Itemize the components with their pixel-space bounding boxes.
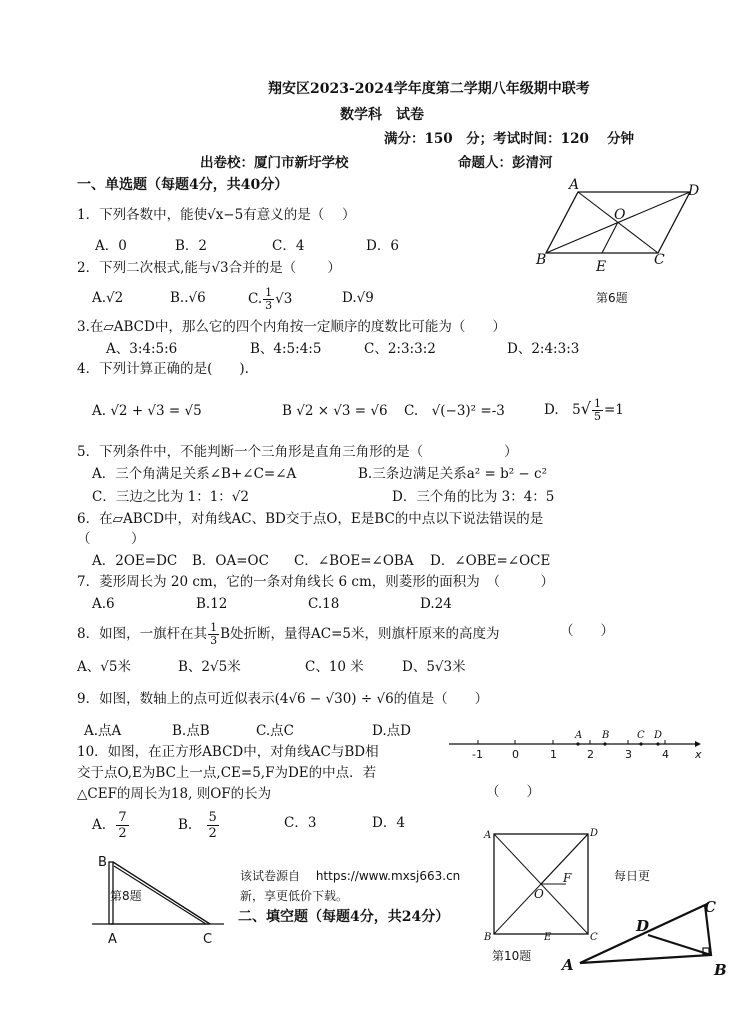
- author-line: 命题人：彭清河: [458, 155, 553, 171]
- fig6-label-a: A: [569, 177, 580, 193]
- fig10-label-f: F: [563, 871, 572, 885]
- number-line-figure: [445, 728, 705, 768]
- fig8-label-b: B: [98, 855, 107, 870]
- point-d-dot: [656, 742, 659, 745]
- fig10-label-c: C: [590, 932, 598, 943]
- q9-option-a: A.点A: [84, 723, 122, 739]
- q4-option-d-suffix: =1: [603, 402, 624, 418]
- q8-fraction: [208, 622, 219, 647]
- q9-option-b: B.点B: [172, 723, 210, 739]
- q3-option-c: C、2:3:3:2: [364, 341, 436, 357]
- school-line: 出卷校：厦门市新圩学校: [200, 155, 349, 171]
- q9-stem: 9．如图，数轴上的点可近似表示(4√6 − √30) ÷ √6的值是（ ）: [77, 691, 489, 707]
- q2-option-c: [248, 287, 292, 312]
- q6-option-c: C．∠BOE=∠OBA: [294, 553, 414, 569]
- q3-option-d: D、2:4:3:3: [507, 341, 580, 357]
- triangle-label-c: C: [704, 898, 716, 916]
- q2-option-b: B..√6: [170, 290, 206, 306]
- q10-a-num: 7: [118, 810, 127, 825]
- q7-stem: 7．菱形周长为 20 cm，它的一条对角线长 6 cm，则菱形的面积为 （ ）: [77, 574, 554, 590]
- fig8-caption: 第8题: [110, 889, 142, 903]
- fig6-label-e: E: [596, 259, 607, 275]
- q3-stem: 3.在▱ABCD中，那么它的四个内角按一定顺序的度数比可能为（ ）: [77, 319, 506, 335]
- q1-option-d: D．6: [366, 238, 399, 254]
- q1-option-a: A．0: [95, 238, 127, 254]
- q5-option-c: C．三边之比为 1：1：√2: [92, 489, 249, 505]
- q2-option-c-fraction: [263, 287, 274, 312]
- q2-option-a: A.√2: [92, 290, 124, 306]
- section2-heading: 二、填空题（每题4分，共24分）: [238, 909, 450, 925]
- watermark-line1: 该试卷源自 https://www.mxsj663.cn: [240, 869, 461, 883]
- q1-option-b: B．2: [175, 238, 208, 254]
- q8-stem: [77, 622, 500, 647]
- q4-option-a: A. √2 + √3 = √5: [92, 403, 202, 419]
- q5-option-a: A．三个角满足关系∠B+∠C=∠A: [92, 466, 297, 482]
- q2-option-c-root: √3: [275, 291, 293, 307]
- q4-root-sign: √: [580, 399, 591, 418]
- tick-label-1: 1: [550, 748, 557, 761]
- fig10-caption: 第10题: [492, 949, 532, 963]
- q10-a-den: 2: [118, 826, 127, 841]
- q3-option-a: A、3:4:5:6: [106, 341, 178, 357]
- q6-option-a: A．2OE=DC: [92, 553, 178, 569]
- tick-label-4: 4: [662, 748, 669, 761]
- q2-stem: 2．下列二次根式,能与√3合并的是（ ）: [77, 260, 341, 276]
- q10-option-b: [178, 810, 220, 841]
- subject-line: 数学科 试卷: [340, 107, 424, 123]
- q10-option-a-letter: A.: [92, 817, 107, 833]
- watermark-line2: 新，享更低价下载。: [240, 889, 349, 903]
- q10-b-num: 5: [208, 810, 217, 825]
- q6-stem: 6．在▱ABCD中，对角线AC、BD交于点O，E是BC的中点以下说法错误的是: [77, 511, 544, 527]
- fig6-label-d: D: [688, 183, 700, 199]
- q7-option-c: C.18: [308, 596, 340, 612]
- q2-frac-den: 3: [265, 299, 273, 312]
- q4-option-d-fraction: [592, 398, 603, 423]
- q10-paren: （ ）: [486, 784, 540, 800]
- triangle-label-d: D: [636, 917, 650, 935]
- tick-label-3: 3: [625, 748, 632, 761]
- fig6-caption: 第6题: [596, 291, 628, 305]
- q10-option-b-fraction: [207, 810, 219, 841]
- fig10-label-a: A: [484, 830, 492, 841]
- q7-option-b: B.12: [196, 596, 228, 612]
- q6-option-b: B．OA=OC: [192, 553, 269, 569]
- q4-option-b: B √2 × √3 = √6: [282, 403, 388, 419]
- q2-option-c-letter: C.: [248, 291, 263, 307]
- q5-option-b: B.三条边满足关系a² = b² − c²: [358, 466, 547, 482]
- fig8-label-a: A: [108, 932, 117, 947]
- point-b-dot: [603, 742, 606, 745]
- tick-label-2: 2: [587, 748, 594, 761]
- tick-label-0: 0: [512, 748, 519, 761]
- q1-option-c: C．4: [272, 238, 305, 254]
- q8-option-a: A、√5米: [77, 659, 131, 675]
- tick-label-neg1: -1: [472, 748, 483, 761]
- q9-option-d: D.点D: [372, 723, 411, 739]
- fig10-label-d: D: [590, 828, 598, 839]
- q8-frac-den: 3: [210, 634, 218, 647]
- figure-triangle: [558, 895, 728, 985]
- axis-label-x: x: [695, 748, 702, 761]
- q10-option-d: D．4: [372, 815, 405, 831]
- triangle-label-a: A: [562, 956, 574, 974]
- point-a-dot: [576, 742, 579, 745]
- fig6-label-o: O: [614, 207, 626, 223]
- q10-option-b-letter: B.: [178, 817, 193, 833]
- q2-option-d: D.√9: [342, 290, 374, 306]
- point-c-label: C: [637, 730, 645, 741]
- fig10-label-o: O: [534, 887, 544, 901]
- q4-option-c: C. √(−3)² =-3: [404, 403, 505, 419]
- section1-heading: 一、单选题（每题4分，共40分）: [77, 177, 289, 193]
- fig6-label-c: C: [654, 252, 665, 268]
- q3-option-b: B、4:5:4:5: [250, 341, 322, 357]
- q6-paren: （ ）: [77, 531, 145, 547]
- q8-option-b: B、2√5米: [178, 659, 241, 675]
- fig10-label-e: E: [544, 932, 552, 943]
- q7-option-a: A.6: [92, 596, 115, 612]
- q4-frac-num: 1: [593, 397, 601, 410]
- q8-option-d: D、5√3米: [402, 659, 466, 675]
- q4-stem: 4．下列计算正确的是( ).: [77, 361, 249, 377]
- fig6-label-b: B: [536, 252, 547, 268]
- q2-frac-num: 1: [265, 286, 273, 299]
- q6-option-d: D．∠OBE=∠OCE: [430, 553, 551, 569]
- q5-stem: 5．下列条件中，不能判断一个三角形是直角三角形的是（ ）: [77, 444, 518, 460]
- q10-line2: 交于点O,E为BC上一点,CE=5,F为DE的中点．若: [77, 765, 377, 781]
- q8-frac-num: 1: [210, 621, 218, 634]
- q10-option-a: [92, 810, 130, 841]
- point-a-label: A: [575, 730, 583, 741]
- q8-paren: （ ）: [560, 623, 614, 639]
- q5-option-d: D．三个角的比为 3：4：5: [392, 489, 555, 505]
- q4-frac-den: 5: [593, 410, 601, 423]
- point-d-label: D: [654, 730, 663, 741]
- q10-line3: △CEF的周长为18, 则OF的长为: [77, 786, 272, 802]
- q10-line1: 10．如图，在正方形ABCD中，对角线AC与BD相: [77, 744, 379, 760]
- triangle-segment-db: [648, 935, 711, 955]
- q4-option-d-prefix: D. 5: [544, 402, 581, 418]
- fig6-segment-oe: [602, 222, 618, 253]
- number-line-arrow: [695, 741, 701, 747]
- watermark-line3: 每日更: [614, 869, 651, 883]
- fig8-label-c: C: [203, 932, 213, 947]
- fig10-label-b: B: [484, 932, 492, 943]
- q8-stem-a: 8．如图，一旗杆在其: [77, 626, 208, 642]
- q8-option-c: C、10 米: [305, 659, 364, 675]
- q8-point: B: [220, 626, 231, 642]
- q8-stem-b: 处折断，量得AC=5米，则旗杆原来的高度为: [230, 626, 500, 642]
- q10-b-den: 2: [208, 826, 217, 841]
- score-time-line: 满分：150 分；考试时间：120 分钟: [384, 131, 635, 147]
- point-c-dot: [639, 742, 642, 745]
- q1-stem: 1．下列各数中，能使√x−5有意义的是（ ）: [77, 207, 356, 223]
- q7-option-d: D.24: [420, 596, 452, 612]
- figure-6: [530, 175, 710, 315]
- figure-8: [88, 850, 228, 950]
- triangle-label-b: B: [714, 961, 727, 979]
- exam-title: 翔安区2023-2024学年度第二学期八年级期中联考: [268, 81, 590, 97]
- point-b-label: B: [602, 730, 610, 741]
- q10-option-a-fraction: [116, 810, 128, 841]
- q10-option-c: C．3: [284, 815, 317, 831]
- q9-option-c: C.点C: [256, 723, 294, 739]
- q4-option-d: [544, 398, 624, 423]
